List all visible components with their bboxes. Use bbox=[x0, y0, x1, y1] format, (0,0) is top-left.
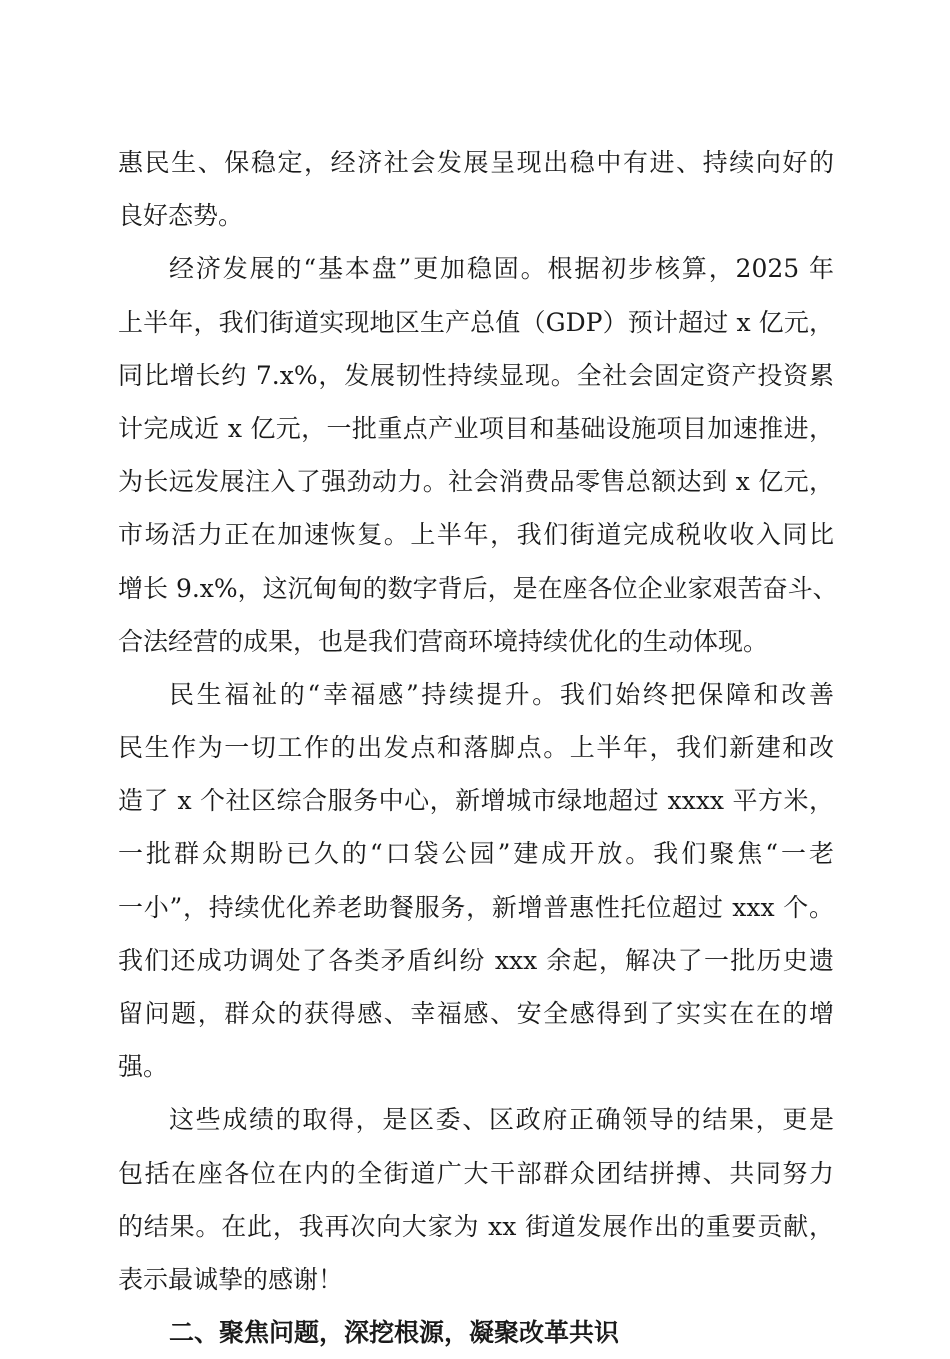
text-line: 的结果。在此，我再次向大家为 xx 街道发展作出的重要贡献， bbox=[118, 1211, 834, 1241]
text-line: 惠民生、保稳定，经济社会发展呈现出稳中有进、持续向好的 bbox=[118, 148, 834, 177]
text-line: 一小”，持续优化养老助餐服务，新增普惠性托位超过 xxx 个。 bbox=[118, 892, 834, 922]
text-line: 包括在座各位在内的全街道广大干部群众团结拼搏、共同努力 bbox=[118, 1158, 834, 1188]
text-line: 计完成近 x 亿元，一批重点产业项目和基础设施项目加速推进， bbox=[118, 413, 834, 443]
text-line: 我们还成功调处了各类矛盾纠纷 xxx 余起，解决了一批历史遗 bbox=[118, 945, 834, 975]
text-line: 民生作为一切工作的出发点和落脚点。上半年，我们新建和改 bbox=[118, 733, 834, 763]
text-line: 市场活力正在加速恢复。上半年，我们街道完成税收收入同比 bbox=[118, 520, 834, 550]
text-line: 同比增长约 7.x%，发展韧性持续显现。全社会固定资产投资累 bbox=[118, 360, 834, 390]
text-line: 强。 bbox=[118, 1052, 169, 1082]
section-heading: 二、聚焦问题，深挖根源，凝聚改革共识 bbox=[169, 1318, 620, 1348]
text-line: 为长远发展注入了强劲动力。社会消费品零售总额达到 x 亿元， bbox=[118, 467, 834, 497]
text-line: 留问题，群众的获得感、幸福感、安全感得到了实实在在的增 bbox=[118, 999, 834, 1028]
document-page bbox=[118, 136, 838, 1359]
paragraph-lead-line: 经济发展的“基本盘”更加稳固。根据初步核算，2025 年 bbox=[169, 254, 834, 284]
text-line: 上半年，我们街道实现地区生产总值（GDP）预计超过 x 亿元， bbox=[118, 307, 834, 337]
text-line: 良好态势。 bbox=[118, 201, 244, 231]
text-line: 增长 9.x%，这沉甸甸的数字背后，是在座各位企业家艰苦奋斗、 bbox=[118, 573, 838, 603]
paragraph-lead-line: 民生福祉的“幸福感”持续提升。我们始终把保障和改善 bbox=[169, 679, 834, 709]
paragraph-lead-line: 这些成绩的取得，是区委、区政府正确领导的结果，更是 bbox=[169, 1105, 834, 1135]
text-line: 造了 x 个社区综合服务中心，新增城市绿地超过 xxxx 平方米， bbox=[118, 786, 834, 816]
text-line: 合法经营的成果，也是我们营商环境持续优化的生动体现。 bbox=[118, 626, 769, 656]
text-line: 表示最诚挚的感谢！ bbox=[118, 1264, 344, 1294]
text-line: 一批群众期盼已久的“口袋公园”建成开放。我们聚焦“一老 bbox=[118, 839, 834, 869]
